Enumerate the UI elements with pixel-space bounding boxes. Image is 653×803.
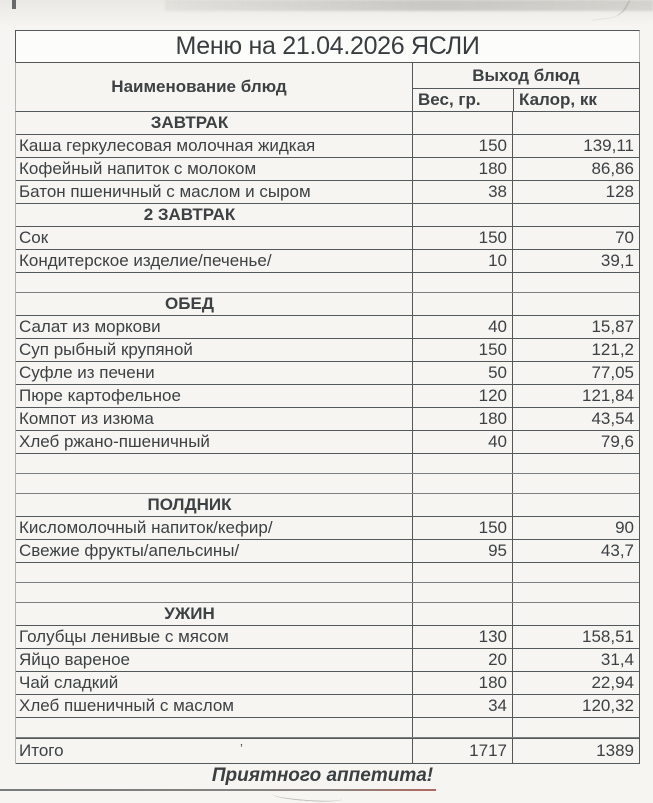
page-title-text: Меню на 21.04.2026 ЯСЛИ [175, 32, 480, 60]
calories-value [512, 603, 639, 625]
total-label: Итого [19, 741, 64, 760]
menu-item-row [16, 517, 639, 540]
scan-artifact-mark: ’ [240, 741, 243, 756]
column-header-output: Выход блюд [413, 63, 639, 89]
calories-value: 77,05 [512, 362, 639, 384]
weight-value: 180 [412, 158, 512, 180]
empty-row [16, 563, 639, 583]
menu-item-row [16, 181, 639, 204]
empty-row [16, 273, 639, 293]
weight-value [412, 293, 512, 315]
dish-name: Батон пшеничный с маслом и сыром [19, 182, 311, 201]
dish-name: Суп рыбный крупяной [19, 340, 193, 359]
dish-name [16, 474, 412, 493]
weight-value [412, 603, 512, 625]
section-label: ЗАВТРАК [150, 113, 229, 132]
dish-name: Голубцы ленивые с мясом [19, 627, 229, 646]
total-row [16, 738, 639, 764]
weight-value [412, 112, 512, 134]
dish-name: Каша геркулесовая молочная жидкая [19, 136, 316, 155]
section-row [16, 293, 639, 316]
footer-note [0, 765, 645, 787]
weight-value [412, 454, 512, 473]
weight-value: 10 [412, 250, 512, 272]
section-label: УЖИН [164, 604, 215, 623]
menu-item-row [16, 431, 639, 454]
table-header [15, 62, 640, 112]
menu-item-row [16, 626, 639, 649]
weight-value: 150 [412, 135, 512, 157]
calories-value [512, 273, 639, 292]
calories-value [512, 293, 639, 315]
scan-artifact-curl [272, 790, 342, 803]
weight-value: 95 [412, 540, 512, 562]
weight-value: 180 [412, 408, 512, 430]
section-row [16, 494, 639, 517]
dish-name: Яйцо вареное [19, 650, 130, 669]
empty-row [16, 583, 639, 603]
section-label: ОБЕД [165, 294, 214, 313]
section-row [16, 112, 639, 135]
calories-value: 70 [512, 227, 639, 249]
menu-item-row [16, 158, 639, 181]
weight-value [412, 474, 512, 493]
weight-value: 180 [412, 672, 512, 694]
weight-value: 34 [412, 695, 512, 717]
column-header-name: Наименование блюд [111, 77, 287, 96]
column-header-weight: Вес, гр. [418, 90, 481, 109]
footer-note-text: Приятного аппетита! [211, 765, 434, 786]
weight-value: 1717 [412, 739, 512, 763]
calories-value: 39,1 [512, 250, 639, 272]
weight-value [412, 273, 512, 292]
empty-row [16, 454, 639, 474]
calories-value: 139,11 [512, 135, 639, 157]
calories-value [512, 454, 639, 473]
weight-value [412, 494, 512, 516]
calories-value: 90 [512, 517, 639, 539]
dish-name: Кондитерское изделие/печенье/ [19, 251, 272, 270]
dish-name [16, 583, 412, 602]
weight-value: 120 [412, 385, 512, 407]
weight-value: 40 [412, 431, 512, 453]
menu-item-row [16, 540, 639, 563]
column-header-output-group [412, 63, 639, 111]
scan-artifact-tick [12, 0, 16, 9]
scan-artifact-smudge [165, 0, 653, 11]
menu-item-row [16, 695, 639, 718]
calories-value: 1389 [512, 739, 639, 763]
dish-name [16, 454, 412, 473]
section-label: 2 ЗАВТРАК [143, 205, 236, 224]
weight-value [412, 204, 512, 226]
menu-item-row [16, 649, 639, 672]
weight-value: 50 [412, 362, 512, 384]
calories-value: 43,7 [512, 540, 639, 562]
calories-value [512, 474, 639, 493]
dish-name: Пюре картофельное [19, 386, 181, 405]
dish-name: Свежие фрукты/апельсины/ [19, 541, 240, 560]
menu-item-row [16, 362, 639, 385]
calories-value [512, 204, 639, 226]
weight-value: 150 [412, 517, 512, 539]
dish-name: Компот из изюма [19, 409, 154, 428]
dish-name: Хлеб ржано-пшеничный [19, 432, 210, 451]
menu-item-row [16, 135, 639, 158]
calories-value: 43,54 [512, 408, 639, 430]
column-subheaders [413, 89, 639, 111]
calories-value [512, 494, 639, 516]
calories-value [512, 718, 639, 737]
calories-value [512, 563, 639, 582]
empty-row [16, 718, 639, 738]
footer-underline [0, 789, 436, 791]
calories-value: 15,87 [512, 316, 639, 338]
table-body [15, 112, 640, 764]
column-header-calories: Калор, кк [513, 89, 640, 111]
menu-item-row [16, 316, 639, 339]
dish-name: Суфле из печени [19, 363, 155, 382]
calories-value [512, 583, 639, 602]
weight-value [412, 583, 512, 602]
dish-name: Чай сладкий [19, 673, 119, 692]
weight-value: 38 [412, 181, 512, 203]
calories-value: 121,84 [512, 385, 639, 407]
section-row [16, 603, 639, 626]
calories-value: 158,51 [512, 626, 639, 648]
weight-value: 20 [412, 649, 512, 671]
menu-item-row [16, 408, 639, 431]
menu-table [15, 30, 640, 764]
dish-name: Сок [19, 228, 49, 247]
weight-value [412, 563, 512, 582]
dish-name: Кисломолочный напиток/кефир/ [19, 518, 273, 537]
calories-value: 31,4 [512, 649, 639, 671]
calories-value: 121,2 [512, 339, 639, 361]
section-row [16, 204, 639, 227]
dish-name [16, 563, 412, 582]
weight-value: 130 [412, 626, 512, 648]
page-title [15, 30, 640, 62]
weight-value [412, 718, 512, 737]
calories-value: 22,94 [512, 672, 639, 694]
dish-name: Салат из моркови [19, 317, 161, 336]
menu-item-row [16, 339, 639, 362]
weight-value: 150 [412, 227, 512, 249]
menu-item-row [16, 672, 639, 695]
calories-value: 120,32 [512, 695, 639, 717]
dish-name: Кофейный напиток с молоком [19, 159, 257, 178]
menu-item-row [16, 385, 639, 408]
calories-value [512, 112, 639, 134]
weight-value: 150 [412, 339, 512, 361]
calories-value: 86,86 [512, 158, 639, 180]
weight-value: 40 [412, 316, 512, 338]
calories-value: 128 [512, 181, 639, 203]
menu-item-row [16, 227, 639, 250]
empty-row [16, 474, 639, 494]
section-label: ПОЛДНИК [147, 495, 232, 514]
menu-item-row [16, 250, 639, 273]
dish-name [16, 273, 412, 292]
calories-value: 79,6 [512, 431, 639, 453]
dish-name [16, 718, 412, 737]
dish-name: Хлеб пшеничный с маслом [19, 696, 234, 715]
